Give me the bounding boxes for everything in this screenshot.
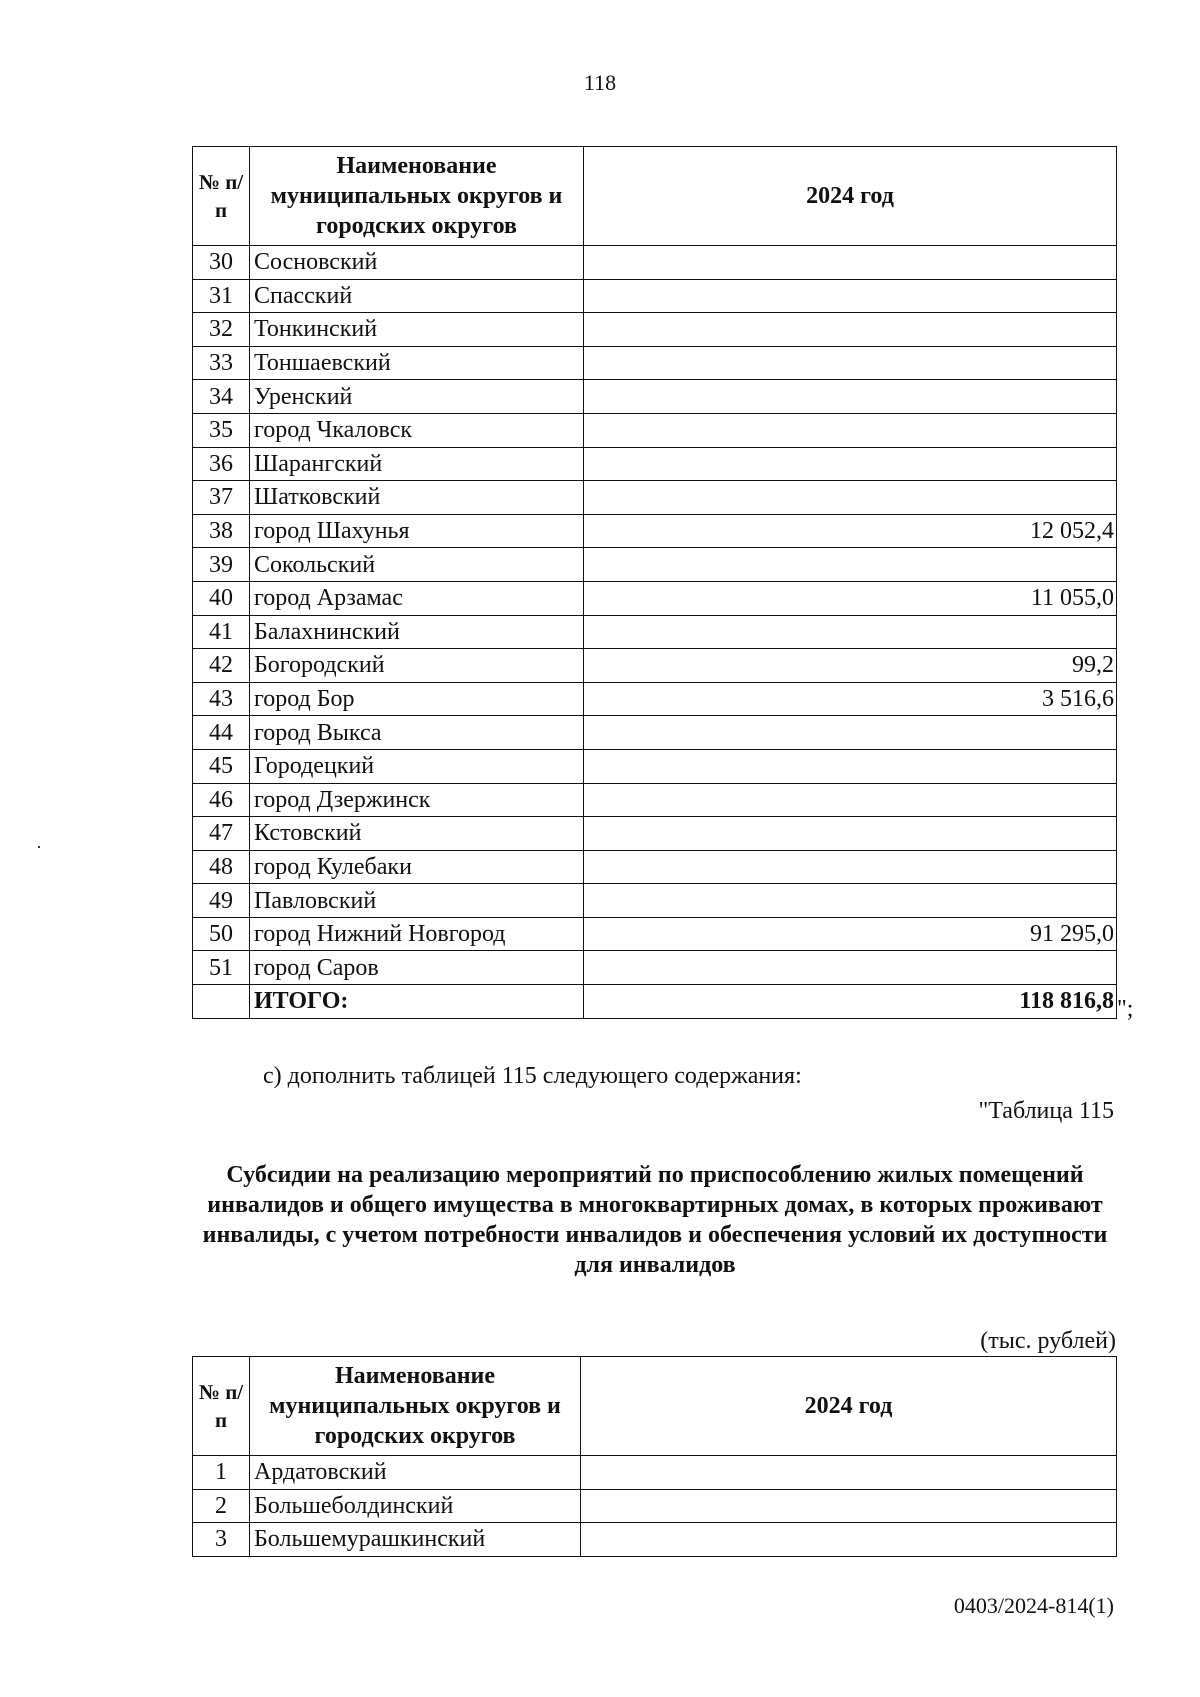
- row-name: Сосновский: [250, 246, 584, 280]
- row-number: 46: [193, 783, 250, 817]
- row-number: 1: [193, 1456, 250, 1490]
- table-row: [193, 380, 1117, 414]
- row-number: 39: [193, 548, 250, 582]
- row-number: 3: [193, 1523, 250, 1557]
- amendment-paragraph: с) дополнить таблицей 115 следующего содержания:: [263, 1063, 802, 1089]
- row-value: 99,2: [584, 649, 1117, 683]
- row-number: 41: [193, 615, 250, 649]
- table-body: [193, 246, 1117, 985]
- row-name: город Шахунья: [250, 514, 584, 548]
- table-row: [193, 279, 1117, 313]
- row-name: Шатковский: [250, 481, 584, 515]
- table-row: [193, 884, 1117, 918]
- row-value: [584, 884, 1117, 918]
- total-value: 118 816,8: [584, 985, 1117, 1019]
- total-label: ИТОГО:: [250, 985, 584, 1019]
- table-total-row: [193, 985, 1117, 1019]
- table-row: [193, 313, 1117, 347]
- table-caption: "Таблица 115: [978, 1098, 1114, 1124]
- row-number: 49: [193, 884, 250, 918]
- allocation-table-continued: [192, 146, 1117, 1019]
- row-number: 35: [193, 413, 250, 447]
- column-header-number: № п/п: [193, 147, 250, 246]
- row-value: [584, 346, 1117, 380]
- row-name: Большеболдинский: [250, 1489, 581, 1523]
- row-number: 37: [193, 481, 250, 515]
- document-code: 0403/2024-814(1): [953, 1593, 1114, 1618]
- row-number: 50: [193, 917, 250, 951]
- table-row: [193, 581, 1117, 615]
- table-row: [193, 413, 1117, 447]
- table-row: [193, 749, 1117, 783]
- row-value: [584, 783, 1117, 817]
- row-value: [584, 817, 1117, 851]
- row-name: город Дзержинск: [250, 783, 584, 817]
- total-number-cell: [193, 985, 250, 1019]
- row-name: город Выкса: [250, 716, 584, 750]
- row-number: 33: [193, 346, 250, 380]
- row-number: 48: [193, 850, 250, 884]
- table-row: [193, 917, 1117, 951]
- row-name: город Нижний Новгород: [250, 917, 584, 951]
- page-number: 118: [583, 70, 617, 95]
- table-row: [193, 447, 1117, 481]
- unit-label: (тыс. рублей): [980, 1328, 1116, 1354]
- row-name: Богородский: [250, 649, 584, 683]
- table-row: [193, 716, 1117, 750]
- row-number: 44: [193, 716, 250, 750]
- row-value: [584, 548, 1117, 582]
- row-number: 42: [193, 649, 250, 683]
- row-value: 3 516,6: [584, 682, 1117, 716]
- row-name: город Бор: [250, 682, 584, 716]
- scan-artifact: [38, 846, 40, 848]
- row-value: [584, 413, 1117, 447]
- table-body: [193, 1456, 1117, 1557]
- row-name: Городецкий: [250, 749, 584, 783]
- table-row: [193, 615, 1117, 649]
- table-header-row: [193, 1357, 1117, 1456]
- row-number: 34: [193, 380, 250, 414]
- row-name: город Саров: [250, 951, 584, 985]
- table-row: [193, 817, 1117, 851]
- row-number: 47: [193, 817, 250, 851]
- row-value: [584, 749, 1117, 783]
- row-number: 36: [193, 447, 250, 481]
- table-header-row: [193, 147, 1117, 246]
- row-value: [584, 951, 1117, 985]
- row-number: 31: [193, 279, 250, 313]
- row-value: 91 295,0: [584, 917, 1117, 951]
- row-value: [581, 1489, 1117, 1523]
- row-number: 45: [193, 749, 250, 783]
- column-header-name: Наименование муниципальных округов и городских округов: [250, 1357, 581, 1456]
- row-name: город Чкаловск: [250, 413, 584, 447]
- row-number: 2: [193, 1489, 250, 1523]
- column-header-year: 2024 год: [581, 1357, 1117, 1456]
- row-name: Спасский: [250, 279, 584, 313]
- row-value: [584, 615, 1117, 649]
- table-row: [193, 1489, 1117, 1523]
- row-value: [584, 380, 1117, 414]
- table-row: [193, 783, 1117, 817]
- row-number: 32: [193, 313, 250, 347]
- table-row: [193, 1523, 1117, 1557]
- row-name: Тоншаевский: [250, 346, 584, 380]
- column-header-year: 2024 год: [584, 147, 1117, 246]
- row-value: [584, 716, 1117, 750]
- row-value: [581, 1456, 1117, 1490]
- row-value: [584, 850, 1117, 884]
- table-row: [193, 1456, 1117, 1490]
- row-number: 38: [193, 514, 250, 548]
- table-row: [193, 951, 1117, 985]
- table-row: [193, 514, 1117, 548]
- row-value: [581, 1523, 1117, 1557]
- row-name: город Кулебаки: [250, 850, 584, 884]
- row-value: 12 052,4: [584, 514, 1117, 548]
- row-name: Шарангский: [250, 447, 584, 481]
- row-number: 40: [193, 581, 250, 615]
- table-row: [193, 246, 1117, 280]
- table-row: [193, 548, 1117, 582]
- subsidy-table-115: [192, 1356, 1117, 1557]
- row-value: [584, 447, 1117, 481]
- table-row: [193, 682, 1117, 716]
- row-name: город Арзамас: [250, 581, 584, 615]
- row-name: Ардатовский: [250, 1456, 581, 1490]
- row-name: Сокольский: [250, 548, 584, 582]
- table-row: [193, 850, 1117, 884]
- column-header-number: № п/п: [193, 1357, 250, 1456]
- row-value: [584, 313, 1117, 347]
- row-value: [584, 481, 1117, 515]
- row-value: [584, 279, 1117, 313]
- table-title: Субсидии на реализацию мероприятий по приспособлению жилых помещений инвалидов и общего имущества в многоквартирных домах, в которых проживают инвалиды, с учетом потребности инвалидов и обеспечения условий их доступности для инвалидов: [202, 1162, 1108, 1278]
- row-name: Кстовский: [250, 817, 584, 851]
- row-value: [584, 246, 1117, 280]
- row-name: Тонкинский: [250, 313, 584, 347]
- closing-quote: ";: [1117, 996, 1134, 1022]
- row-name: Большемурашкинский: [250, 1523, 581, 1557]
- row-name: Уренский: [250, 380, 584, 414]
- table-row: [193, 481, 1117, 515]
- column-header-name: Наименование муниципальных округов и городских округов: [250, 147, 584, 246]
- table-row: [193, 346, 1117, 380]
- row-value: 11 055,0: [584, 581, 1117, 615]
- row-number: 51: [193, 951, 250, 985]
- row-number: 30: [193, 246, 250, 280]
- row-number: 43: [193, 682, 250, 716]
- row-name: Павловский: [250, 884, 584, 918]
- row-name: Балахнинский: [250, 615, 584, 649]
- table-row: [193, 649, 1117, 683]
